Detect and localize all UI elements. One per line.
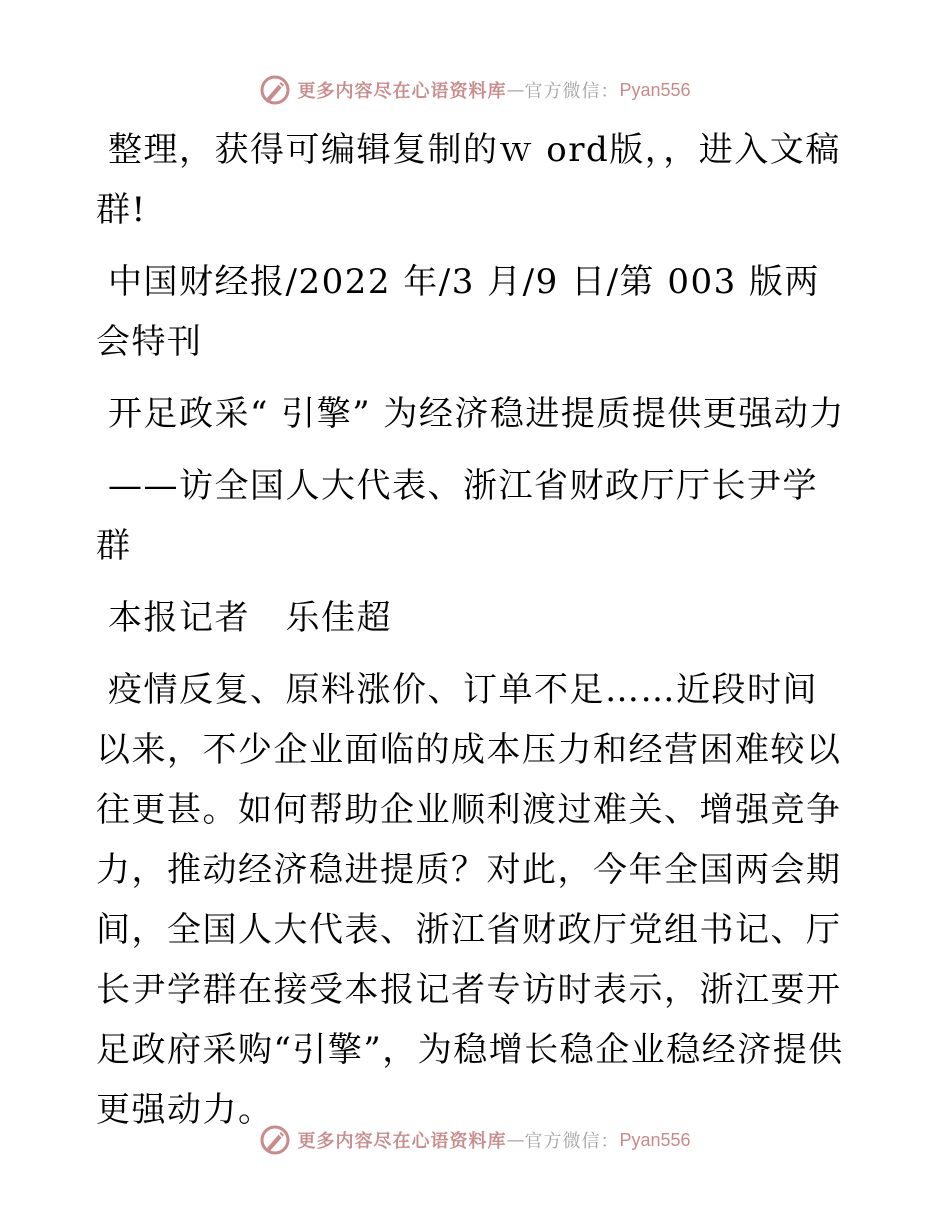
watermark-separator: — [506,79,525,101]
watermark-header [0,70,950,110]
paragraph-byline: 本报记者 乐佳超 [108,598,392,638]
paragraph-headline: 开足政采“ 引擎” 为经济稳进提质提供更强动力 [108,394,845,434]
watermark-wechat-id: Pyan556 [619,1129,691,1150]
paragraph-source: 中国财经报/2022 年/3 月/9 日/第 003 版两会特刊 [96,262,821,362]
watermark-footer [0,1120,950,1160]
watermark-main-text: 更多内容尽在心语资料库 [297,1131,507,1152]
pen-seal-logo-icon [259,1124,291,1156]
document-body [96,120,852,1152]
paragraph-subheadline: ——访全国人大代表、浙江省财政厅厅长尹学群 [96,466,818,566]
paragraph-intro: 整理，获得可编辑复制的ｗ ord版，，进入文稿群! [96,130,841,230]
watermark-sub-text: 官方微信： [524,1131,620,1152]
watermark-separator: — [506,1129,525,1151]
watermark-wechat-id: Pyan556 [619,79,691,100]
paragraph-body: 疫情反复、原料涨价、订单不足……近段时间以来，不少企业面临的成本压力和经营困难较以往更甚。如何帮助企业顺利渡过难关、增强竞争力，推动经济稳进提质？对此，今年全国两会期间，全国人大代表、浙江省财政厅党组书记、厅长尹学群在接受本报记者专访时表示，浙江要开足政府采购“引擎”，为稳增长稳企业稳经济提供更强动力。 [96,670,844,1130]
watermark-sub-text: 官方微信： [524,81,620,102]
watermark-main-text: 更多内容尽在心语资料库 [297,81,507,102]
pen-seal-logo-icon [259,74,291,106]
